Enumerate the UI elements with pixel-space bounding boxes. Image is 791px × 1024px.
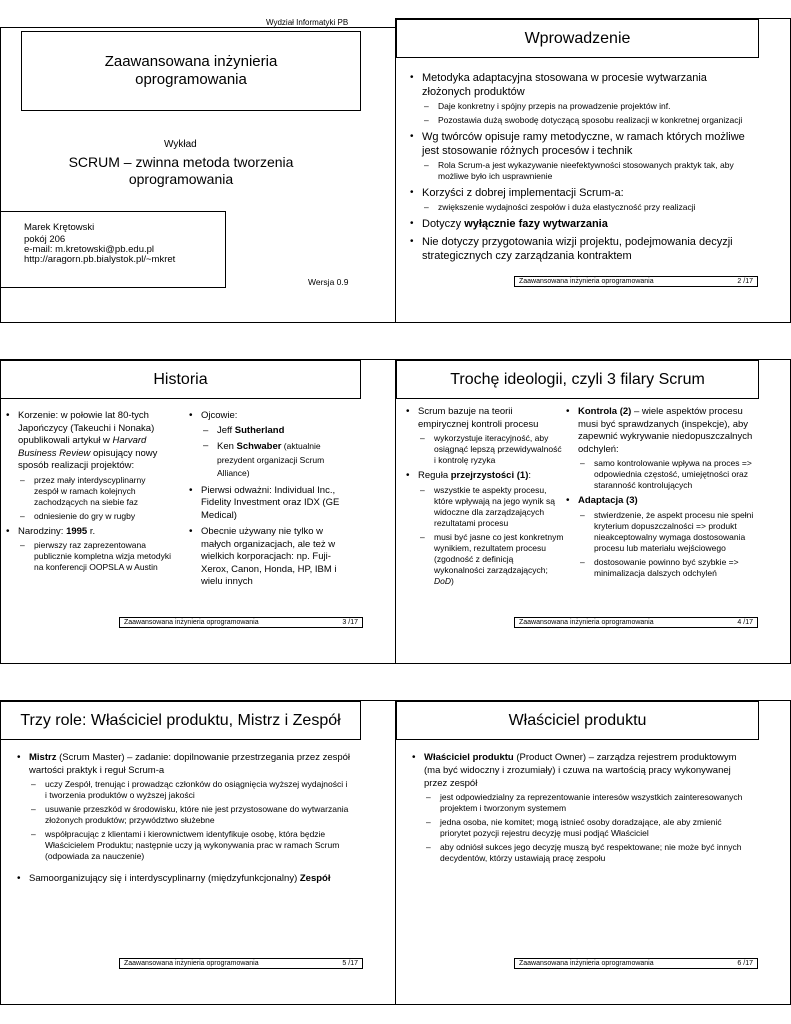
bullet: • Pierwsi odważni: Individual Inc., Fidelity Investment oraz IDX (GE Medical) bbox=[187, 485, 347, 523]
author-email: e-mail: m.kretowski@pb.edu.pl bbox=[24, 244, 155, 255]
lecture-title: SCRUM – zwinna metoda tworzenia oprogramowania bbox=[68, 154, 294, 187]
slide-2 bbox=[395, 18, 791, 323]
course-title: Zaawansowana inżynieria oprogramowania bbox=[104, 53, 278, 88]
sub-bullet: – uczy Zespół, trenując i prowadząc członków do osiągnięcia wyższej wydajności i i tworzenia produktów o wyższej jakości bbox=[29, 779, 351, 801]
sub-bullet: – jedna osoba, nie komitet; mogą istnieć osoby doradzające, ale aby zmienić priorytet pozycji rejestru decyzję musi podjąć Właściciel bbox=[424, 817, 746, 839]
slide-4-title: Trochę ideologii, czyli 3 filary Scrum bbox=[396, 360, 759, 399]
sub-bullet: – aby odniósł sukces jego decyzję muszą być respektowane; nie może być innych decydentów, którzy ustawiają pracę zespołu bbox=[424, 842, 746, 864]
footer-text: Zaawansowana inżynieria oprogramowania bbox=[519, 619, 654, 626]
slide-5-title: Trzy role: Właściciel produktu, Mistrz i Zespół bbox=[0, 701, 361, 740]
slide-footer bbox=[119, 958, 363, 969]
sub-bullet: – odniesienie do gry w rugby bbox=[18, 511, 172, 522]
bullet: • Korzenie: w połowie lat 80-tych Japończycy (Takeuchi i Nonaka) opublikowali artykuł w Harvard Business Review opisujący nowy sposób realizacji projektów: – przez mały interdyscyplinarny zespół w ramach kolejnych zachodzących na siebie faz – odniesienie do gry w rugby bbox=[4, 410, 172, 522]
sub-bullet: – Jeff Sutherland bbox=[201, 425, 347, 438]
bullet: • Właściciel produktu (Product Owner) – zarządza rejestrem produktowym (ma być widoczny i zrozumiały) i czuwa na wartością pracy wykonywanej przez zespół – jest odpowiedzialny za reprezentowanie interesów wszystkich zainteresowanych projektem i tworzonym systemem – jedna osoba, nie komitet; mogą istnieć osoby doradzające, ale aby zmienić priorytet pozycji rejestru decyzję musi podjąć Właściciel – aby odniósł sukces jego decyzję muszą być respektowane; nie może być innych decydentów, którzy ustawiają pracę zespołu bbox=[410, 751, 746, 864]
sub-bullet: – Daje konkretny i spójny przepis na prowadzenie projektów inf. bbox=[422, 101, 748, 112]
slide-footer bbox=[119, 617, 363, 628]
author-name: Marek Krętowski bbox=[24, 222, 95, 233]
slide-6-title: Właściciel produktu bbox=[396, 701, 759, 740]
bullet: • Scrum bazuje na teorii empirycznej kontroli procesu – wykorzystuje iteracyjność, aby osiągnąć lepszą przewidywalność i kontrolę ryzyka bbox=[404, 406, 564, 466]
sub-bullet: – stwierdzenie, że aspekt procesu nie spełni kryterium dopuszczalności => produkt nieakceptowalny wymaga dostosowania procesu lub materiału wejściowego bbox=[578, 510, 754, 554]
sub-bullet: – jest odpowiedzialny za reprezentowanie interesów wszystkich zainteresowanych projektem i tworzonym systemem bbox=[424, 792, 746, 814]
slide-4-left-column bbox=[404, 406, 564, 591]
sub-bullet: – musi być jasne co jest konkretnym wynikiem, rezultatem procesu (zgodność z definicją wykonalności zarządzających; DoD) bbox=[418, 532, 564, 587]
author-room: pokój 206 bbox=[24, 234, 66, 245]
lecture-label: Wykład bbox=[164, 139, 197, 150]
page-number: 6 /17 bbox=[737, 960, 753, 967]
page-number: 4 /17 bbox=[737, 619, 753, 626]
slide-3-right-column bbox=[187, 410, 347, 593]
bullet: • Samoorganizujący się i interdyscyplinarny (międzyfunkcjonalny) Zespół bbox=[15, 872, 351, 885]
sub-bullet: – samo kontrolowanie wpływa na proces => odpowiednia częstość, umiejętności oraz staranność kontrolujących bbox=[578, 458, 754, 491]
slide-5 bbox=[0, 700, 396, 1005]
bullet: • Korzyści z dobrej implementacji Scrum-a: – zwiększenie wydajności zespołów i duża elastyczność przy realizacji bbox=[408, 186, 748, 213]
slide-2-title: Wprowadzenie bbox=[396, 19, 759, 58]
sub-bullet: – pierwszy raz zaprezentowana publicznie kompletna wizja metodyki na konferencji OOPSLA w Austin bbox=[18, 540, 172, 573]
sub-bullet: – Ken Schwaber (aktualnie prezydent organizacji Scrum Alliance) bbox=[201, 440, 347, 481]
page-number: 3 /17 bbox=[342, 619, 358, 626]
sub-bullet: – Pozostawia dużą swobodę dotyczącą sposobu realizacji w konkretnej organizacji bbox=[422, 115, 748, 126]
bullet: • Ojcowie: – Jeff Sutherland – Ken Schwaber (aktualnie prezydent organizacji Scrum Alliance) bbox=[187, 410, 347, 481]
slide-footer bbox=[514, 958, 758, 969]
sub-bullet: – wszystkie te aspekty procesu, które wpływają na jego wynik są widoczne dla zarządzających rezultatami procesu bbox=[418, 485, 564, 529]
slide-1 bbox=[0, 27, 396, 323]
slide-5-content bbox=[15, 751, 351, 889]
footer-text: Zaawansowana inżynieria oprogramowania bbox=[124, 960, 259, 967]
slide-3-left-column bbox=[4, 410, 172, 577]
sub-bullet: – przez mały interdyscyplinarny zespół w ramach kolejnych zachodzących na siebie faz bbox=[18, 475, 172, 508]
page-number: 5 /17 bbox=[342, 960, 358, 967]
course-title-box bbox=[21, 31, 361, 111]
sub-bullet: – współpracując z klientami i kierownictwem identyfikuje osobę, która będzie Właścicielem Produktu; następnie uczy ją wykonywania prac w ramach Scrum (odpowiada za nauczenie) bbox=[29, 829, 351, 862]
slide-3 bbox=[0, 359, 396, 664]
page-number: 2 /17 bbox=[737, 278, 753, 285]
sub-bullet: – wykorzystuje iteracyjność, aby osiągnąć lepszą przewidywalność i kontrolę ryzyka bbox=[418, 433, 564, 466]
slide-2-content bbox=[408, 71, 748, 267]
slide-footer bbox=[514, 617, 758, 628]
sub-bullet: – Rola Scrum-a jest wykazywanie nieefektywności stosowanych praktyk tak, aby możliwe było ich usprawnienie bbox=[422, 160, 748, 182]
bullet: • Reguła przejrzystości (1): – wszystkie te aspekty procesu, które wpływają na jego wynik są widoczne dla zarządzających rezultatami procesu – musi być jasne co jest konkretnym wynikiem, rezultatem procesu (zgodność z definicją wykonalności zarządzających; DoD) bbox=[404, 470, 564, 587]
slide-3-title: Historia bbox=[0, 360, 361, 399]
bullet: • Kontrola (2) – wiele aspektów procesu musi być sprawdzanych (inspekcje), aby zapewnić wykrywanie niedopuszczalnych odchyleń: – samo kontrolowanie wpływa na proces => odpowiednia częstość, umiejętności oraz staranność kontrolujących bbox=[564, 406, 754, 491]
author-url[interactable]: http://aragorn.pb.bialystok.pl/~mkret bbox=[24, 254, 176, 265]
sub-bullet: – usuwanie przeszkód w środowisku, które nie jest przystosowane do wytwarzania złożonych produktów; przywództwo służebne bbox=[29, 804, 351, 826]
version-label: Wersja 0.9 bbox=[308, 277, 349, 287]
bullet: • Obecnie używany nie tylko w małych organizacjach, ale też w wielkich korporacjach: np. Fuji-Xerox, Canon, Honda, HP, IBM i wielu innych bbox=[187, 526, 347, 589]
footer-text: Zaawansowana inżynieria oprogramowania bbox=[124, 619, 259, 626]
bullet: • Nie dotyczy przygotowania wizji projektu, podejmowania decyzji strategicznych czy zarządzania kontraktem bbox=[408, 235, 748, 263]
slide-footer bbox=[514, 276, 758, 287]
footer-text: Zaawansowana inżynieria oprogramowania bbox=[519, 278, 654, 285]
sub-bullet: – zwiększenie wydajności zespołów i duża elastyczność przy realizacji bbox=[422, 202, 748, 213]
bullet: • Wg twórców opisuje ramy metodyczne, w ramach których możliwe jest stosowanie różnych procesów i technik – Rola Scrum-a jest wykazywanie nieefektywności stosowanych praktyk tak, aby możliwe było ich usprawnienie bbox=[408, 130, 748, 182]
slide-4-right-column bbox=[564, 406, 754, 583]
slide-4 bbox=[395, 359, 791, 664]
bullet: • Metodyka adaptacyjna stosowana w procesie wytwarzania złożonych produktów – Daje konkretny i spójny przepis na prowadzenie projektów inf. – Pozostawia dużą swobodę dotyczącą sposobu realizacji w konkretnej organizacji bbox=[408, 71, 748, 126]
slide-6 bbox=[395, 700, 791, 1005]
bullet: • Adaptacja (3) – stwierdzenie, że aspekt procesu nie spełni kryterium dopuszczalności => produkt nieakceptowalny wymaga dostosowania procesu lub materiału wejściowego – dostosowanie powinno być szybkie => minimalizacja dalszych odchyleń bbox=[564, 495, 754, 579]
footer-text: Zaawansowana inżynieria oprogramowania bbox=[519, 960, 654, 967]
page-header: Wydział Informatyki PB bbox=[266, 18, 349, 27]
slide-6-content bbox=[410, 751, 746, 868]
bullet: • Mistrz (Scrum Master) – zadanie: dopilnowanie przestrzegania przez zespół wartości praktyk i reguł Scrum-a – uczy Zespół, trenując i prowadząc członków do osiągnięcia wyższej wydajności i i tworzenia produktów o wyższej jakości – usuwanie przeszkód w środowisku, które nie jest przystosowane do wytwarzania złożonych produktów; przywództwo służebne – współpracując z klientami i kierownictwem identyfikuje osobę, która będzie Właścicielem Produktu; następnie uczy ją wykonywania prac w ramach Scrum (odpowiada za nauczenie) bbox=[15, 751, 351, 862]
bullet: • Dotyczy wyłącznie fazy wytwarzania bbox=[408, 217, 748, 231]
bullet: • Narodziny: 1995 r. – pierwszy raz zaprezentowana publicznie kompletna wizja metodyki na konferencji OOPSLA w Austin bbox=[4, 526, 172, 574]
sub-bullet: – dostosowanie powinno być szybkie => minimalizacja dalszych odchyleń bbox=[578, 557, 754, 579]
